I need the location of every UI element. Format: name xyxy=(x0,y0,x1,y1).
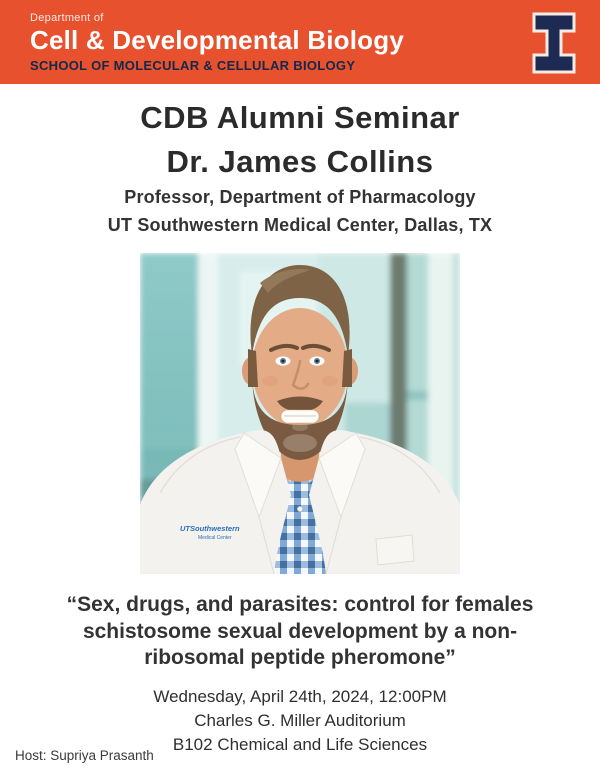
department-eyebrow: Department of xyxy=(30,12,104,24)
event-building: B102 Chemical and Life Sciences xyxy=(172,735,428,755)
coat-logo-text-line2: Medical Center xyxy=(198,535,232,541)
talk-title-quote xyxy=(20,592,580,672)
department-title: Cell & Developmental Biology xyxy=(30,25,405,55)
event-venue: Charles G. Miller Auditorium xyxy=(194,711,406,731)
speaker-photo xyxy=(140,253,460,574)
host-line: Host: Supriya Prasanth xyxy=(15,748,154,763)
talk-title-line-3: ribosomal peptide pheromone” xyxy=(144,646,456,670)
seminar-series-title: CDB Alumni Seminar xyxy=(140,100,460,135)
talk-title-line-2: schistosome sexual development by a non- xyxy=(82,619,518,643)
speaker-title: Professor, Department of Pharmacology xyxy=(124,187,476,207)
speaker-name: Dr. James Collins xyxy=(166,144,434,179)
flyer-body xyxy=(0,100,600,757)
banner-text-block xyxy=(30,10,404,73)
department-banner xyxy=(0,0,600,84)
school-subtitle: SCHOOL OF MOLECULAR & CELLULAR BIOLOGY xyxy=(30,57,356,73)
coat-logo-text-line1: UTSouthwestern xyxy=(180,524,240,533)
illinois-block-i-logo-icon xyxy=(530,11,578,75)
event-details xyxy=(0,685,600,757)
talk-title-line-1: “Sex, drugs, and parasites: control for females xyxy=(66,593,534,616)
event-datetime: Wednesday, April 24th, 2024, 12:00PM xyxy=(153,686,447,706)
speaker-affiliation: UT Southwestern Medical Center, Dallas, TX xyxy=(107,215,493,235)
